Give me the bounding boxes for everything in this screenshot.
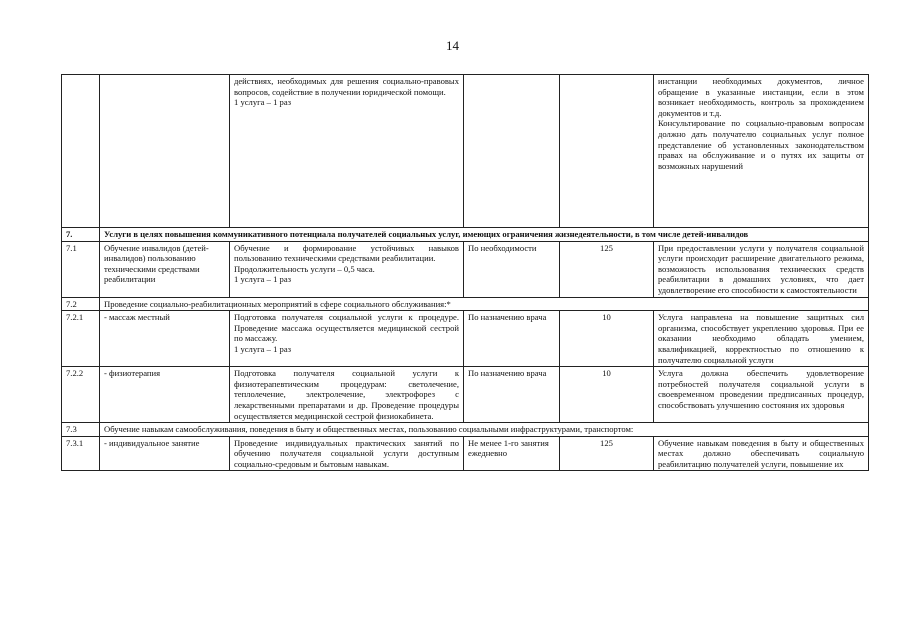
rate-cell	[560, 75, 654, 228]
services-table	[61, 74, 869, 471]
content-cell: Проведение индивидуальных практических занятий по обучению получателя социальной услуги доступным социально-средовым и бытовым навыкам.	[230, 436, 464, 471]
name-cell: Обучение инвалидов (детей-инвалидов) пользованию техническими средствами реабилитации	[100, 241, 230, 297]
table-row	[62, 367, 869, 423]
number-cell: 7.2.2	[62, 367, 100, 423]
number-cell: 7.2.1	[62, 311, 100, 367]
rate-cell: 10	[560, 367, 654, 423]
name-cell: - массаж местный	[100, 311, 230, 367]
table-row-continued	[62, 75, 869, 228]
table-row	[62, 241, 869, 297]
result-cell: Услуга направлена на повышение защитных сил организма, способствует укреплению здоровья. При ее оказании необходимо обладать умением, квалификацией, корректностью по отношению к получателю социальной услуги	[654, 311, 869, 367]
table-row	[62, 436, 869, 471]
subsection-title: Проведение социально-реабилитационных мероприятий в сфере социального обслуживания:*	[100, 297, 869, 311]
section-header-row	[62, 228, 869, 242]
result-cell: Услуга должна обеспечить удовлетворение потребностей получателя социальной услуги в своевременном проведении предписанных процедур, способствовать улучшению состояния их здоровья	[654, 367, 869, 423]
table-row	[62, 311, 869, 367]
content-cell: Обучение и формирование устойчивых навыков пользованию техническими средствами реабилитации. Продолжительность услуги – 0,5 часа. 1 услуга – 1 раз	[230, 241, 464, 297]
content-cell: Подготовка получателя социальной услуги к процедуре. Проведение массажа осуществляется медицинской сестрой по массажу. 1 услуга – 1 раз	[230, 311, 464, 367]
number-cell: 7.3	[62, 423, 100, 437]
number-cell: 7.2	[62, 297, 100, 311]
subsection-title: Обучение навыкам самообслуживания, поведения в быту и общественных местах, пользованию социальными инфраструктурами, транспортом:	[100, 423, 869, 437]
number-cell: 7.3.1	[62, 436, 100, 471]
result-cell: Обучение навыкам поведения в быту и общественных местах должно обеспечивать социальную реабилитацию получателей услуги, повышение их	[654, 436, 869, 471]
content-cell: действиях, необходимых для решения социально-правовых вопросов, содействие в получении юридической помощи. 1 услуга – 1 раз	[230, 75, 464, 228]
name-cell	[100, 75, 230, 228]
content-cell: Подготовка получателя социальной услуги к физиотерапевтическим процедурам: светолечение, теплолечение, электролечение, электрофорез с лекарственными препаратами и др. Проведение процедуры осуществляется медицинской сестрой физиокабинета.	[230, 367, 464, 423]
result-cell: При предоставлении услуги у получателя социальной услуги происходит расширение двигательного режима, возможность использования технических средств реабилитации в домашних условиях, что дает удовлетворение его способности к самостоятельности	[654, 241, 869, 297]
rate-cell: 10	[560, 311, 654, 367]
subsection-row	[62, 423, 869, 437]
result-cell: инстанции необходимых документов, личное обращение в указанные инстанции, если в этом возникает необходимость, контроль за прохождением документов и т.д. Консультирование по социально-правовым вопросам должно дать получателю социальных услуг полное представление об установленных законодательством правах на обслуживание и о путях их защиты от возможных нарушений	[654, 75, 869, 228]
rate-cell: 125	[560, 241, 654, 297]
page-number: 14	[446, 38, 459, 53]
period-cell: Не менее 1-го занятия ежедневно	[464, 436, 560, 471]
section-number: 7.	[62, 228, 100, 242]
number-cell: 7.1	[62, 241, 100, 297]
subsection-row	[62, 297, 869, 311]
name-cell: - физиотерапия	[100, 367, 230, 423]
name-cell: - индивидуальное занятие	[100, 436, 230, 471]
section-title: Услуги в целях повышения коммуникативного потенциала получателей социальных услуг, имеющих ограничения жизнедеятельности, в том числе детей-инвалидов	[100, 228, 869, 242]
rate-cell: 125	[560, 436, 654, 471]
number-cell	[62, 75, 100, 228]
period-cell: По назначению врача	[464, 311, 560, 367]
period-cell: По необходимости	[464, 241, 560, 297]
period-cell	[464, 75, 560, 228]
period-cell: По назначению врача	[464, 367, 560, 423]
